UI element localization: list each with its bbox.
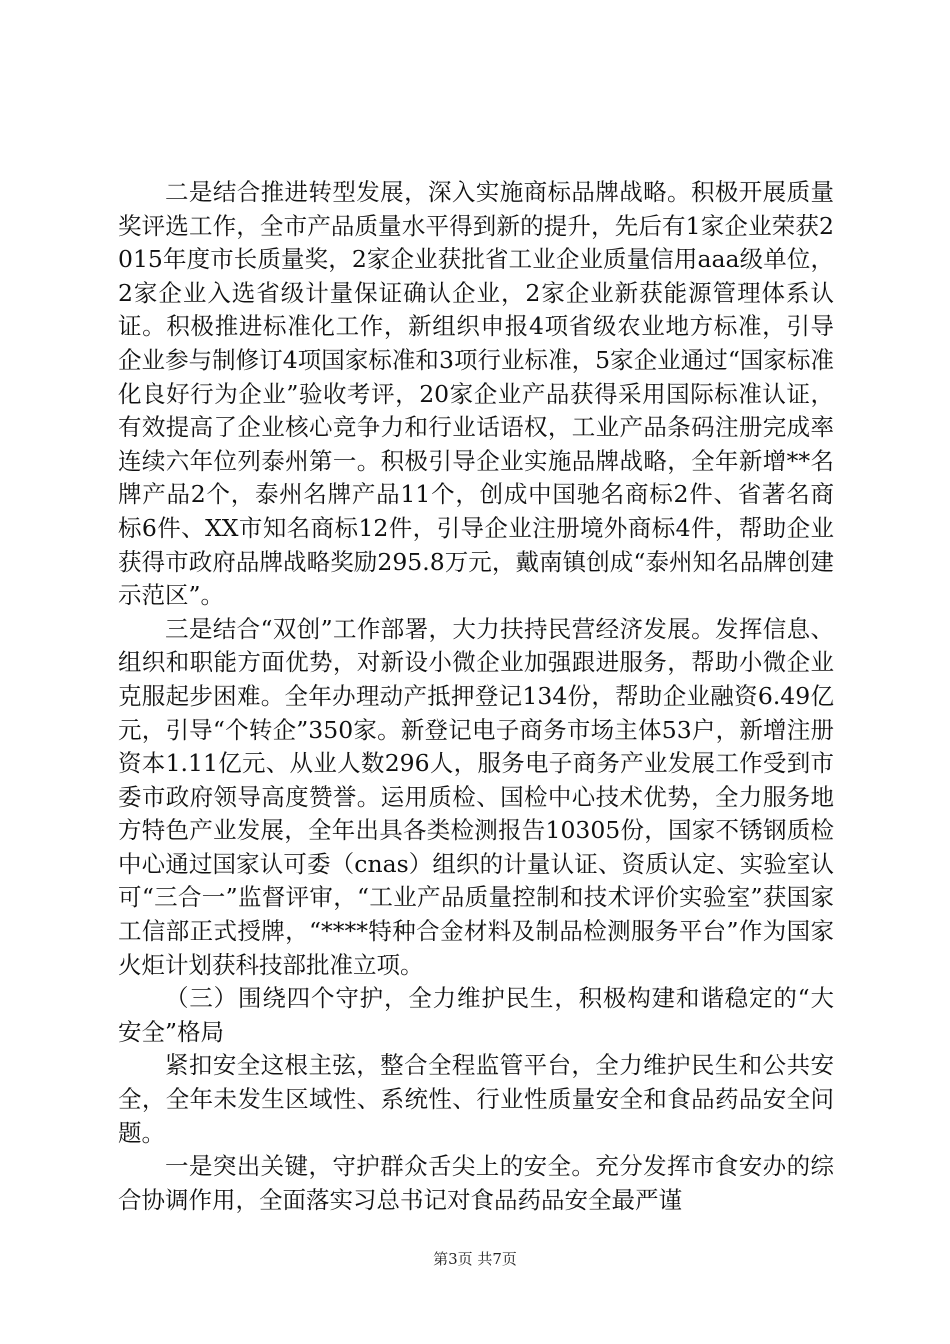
section-heading-safety: （三）围绕四个守护，全力维护民生，积极构建和谐稳定的“大安全”格局 — [118, 984, 834, 1046]
paragraph-brand-strategy: 二是结合推进转型发展，深入实施商标品牌战略。积极开展质量奖评选工作，全市产品质量水平得到新的提升，先后有1家企业荣获2015年度市长质量奖，2家企业获批省工业企业质量信用aaa级单位，2家企业入选省级计量保证确认企业，2家企业新获能源管理体系认证。积极推进标准化工作，新组织申报4项省级农业地方标准，引导企业参与制修订4项国家标准和3项行业标准，5家企业通过“国家标准化良好行为企业”验收考评，20家企业产品获得采用国际标准认证，有效提高了企业核心竞争力和行业话语权，工业产品条码注册完成率连续六年位列泰州第一。积极引导企业实施品牌战略，全年新增**名牌产品2个，泰州名牌产品11个，创成中国驰名商标2件、省著名商标6件、XX市知名商标12件，引导企业注册境外商标4件，帮助企业获得市政府品牌战略奖励295.8万元，戴南镇创成“泰州知名品牌创建示范区”。 — [118, 178, 834, 610]
page-number-footer: 第3页 共7页 — [433, 1250, 517, 1268]
document-body — [118, 176, 834, 1217]
paragraph-safety-overview: 紧扣安全这根主弦，整合全程监管平台，全力维护民生和公共安全，全年未发生区域性、系统性、行业性质量安全和食品药品安全问题。 — [118, 1051, 834, 1147]
paragraph-food-safety: 一是突出关键，守护群众舌尖上的安全。充分发挥市食安办的综合协调作用，全面落实习总书记对食品药品安全最严谨 — [118, 1152, 834, 1214]
paragraph-private-economy: 三是结合“双创”工作部署，大力扶持民营经济发展。发挥信息、组织和职能方面优势，对新设小微企业加强跟进服务，帮助小微企业克服起步困难。全年办理动产抵押登记134份，帮助企业融资6.49亿元，引导“个转企”350家。新登记电子商务市场主体53户，新增注册资本1.11亿元、从业人数296人，服务电子商务产业发展工作受到市委市政府领导高度赞誉。运用质检、国检中心技术优势，全力服务地方特色产业发展，全年出具各类检测报告10305份，国家不锈钢质检中心通过国家认可委（cnas）组织的计量认证、资质认定、实验室认可“三合一”监督评审，“工业产品质量控制和技术评价实验室”获国家工信部正式授牌，“****特种合金材料及制品检测服务平台”作为国家火炬计划获科技部批准立项。 — [118, 614, 834, 979]
